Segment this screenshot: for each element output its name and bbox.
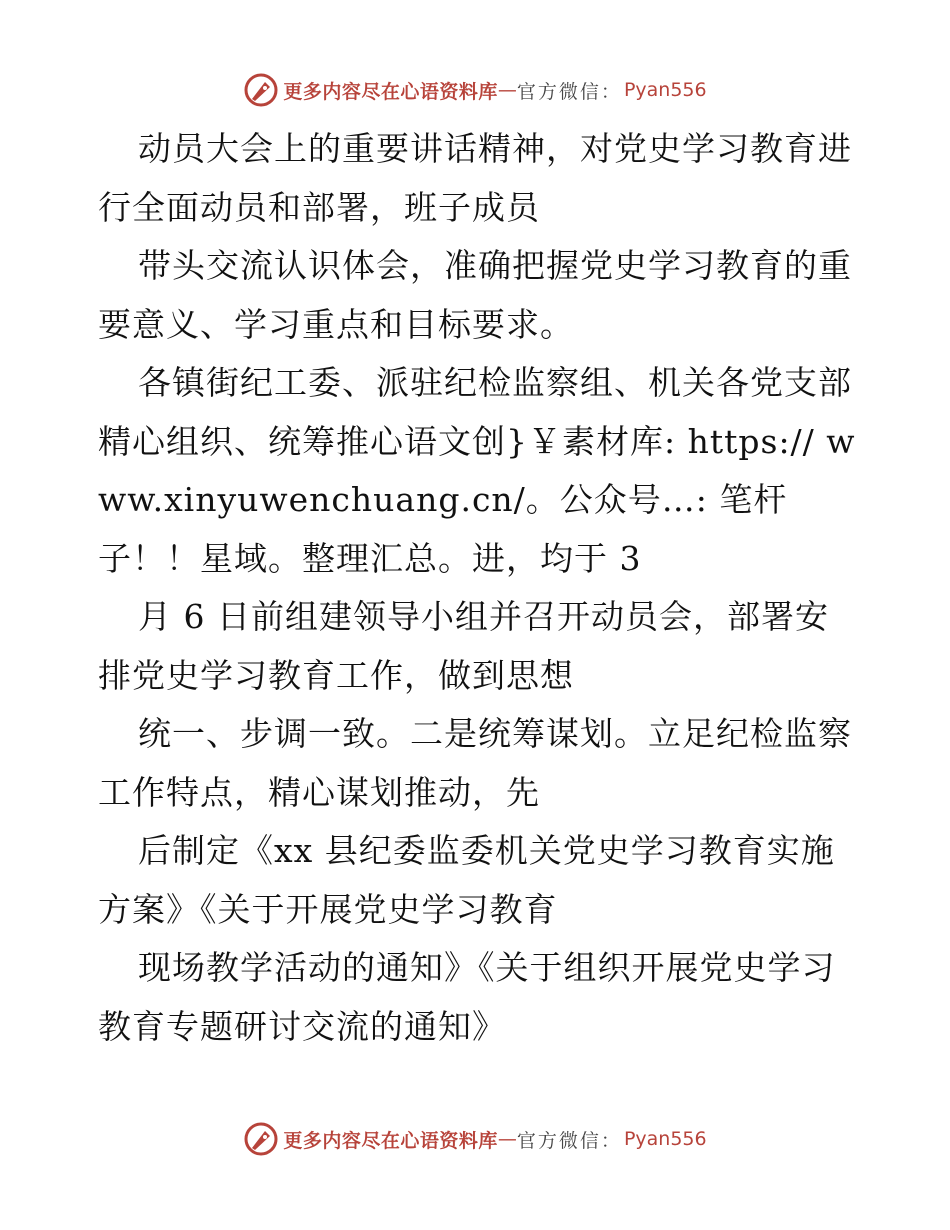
paragraph-2: 带头交流认识体会，准确把握党史学习教育的重要意义、学习重点和目标要求。 [98, 246, 852, 344]
banner-label: 官方微信： [516, 1129, 622, 1152]
banner-wechat-id: Pyan556 [623, 79, 707, 101]
paragraph-3: 各镇街纪工委、派驻纪检监察组、机关各党支部精心组织、统筹推心语文创}￥素材库: https:// www.xinyuwenchuang.cn/。公众号…: 笔杆子！！星域。整理汇总。进，均于 3 [98, 363, 856, 578]
paragraph-7: 现场教学活动的通知》《关于组织开展党史学习教育专题研讨交流的通知》 [98, 948, 836, 1046]
paragraph-4: 月 6 日前组建领导小组并召开动员会，部署安排党史学习教育工作，做到思想 [98, 597, 829, 695]
pen-nib-icon [243, 1121, 279, 1157]
paragraph-1: 动员大会上的重要讲话精神，对党史学习教育进行全面动员和部署，班子成员 [98, 129, 852, 227]
banner-wechat-id: Pyan556 [623, 1128, 707, 1150]
banner-main-text: 更多内容尽在心语资料库 [283, 80, 498, 103]
banner-main-text: 更多内容尽在心语资料库 [283, 1129, 498, 1152]
paragraph-6: 后制定《xx 县纪委监委机关党史学习教育实施方案》《关于开展党史学习教育 [98, 831, 835, 929]
paragraph-5: 统一、步调一致。二是统筹谋划。立足纪检监察工作特点，精心谋划推动，先 [98, 714, 852, 812]
footer-banner [0, 1119, 950, 1159]
pen-nib-icon [243, 72, 279, 108]
banner-dash: — [497, 79, 517, 101]
document-body [98, 120, 858, 1056]
banner-label: 官方微信： [516, 80, 622, 103]
header-banner [0, 70, 950, 110]
banner-dash: — [497, 1128, 517, 1150]
